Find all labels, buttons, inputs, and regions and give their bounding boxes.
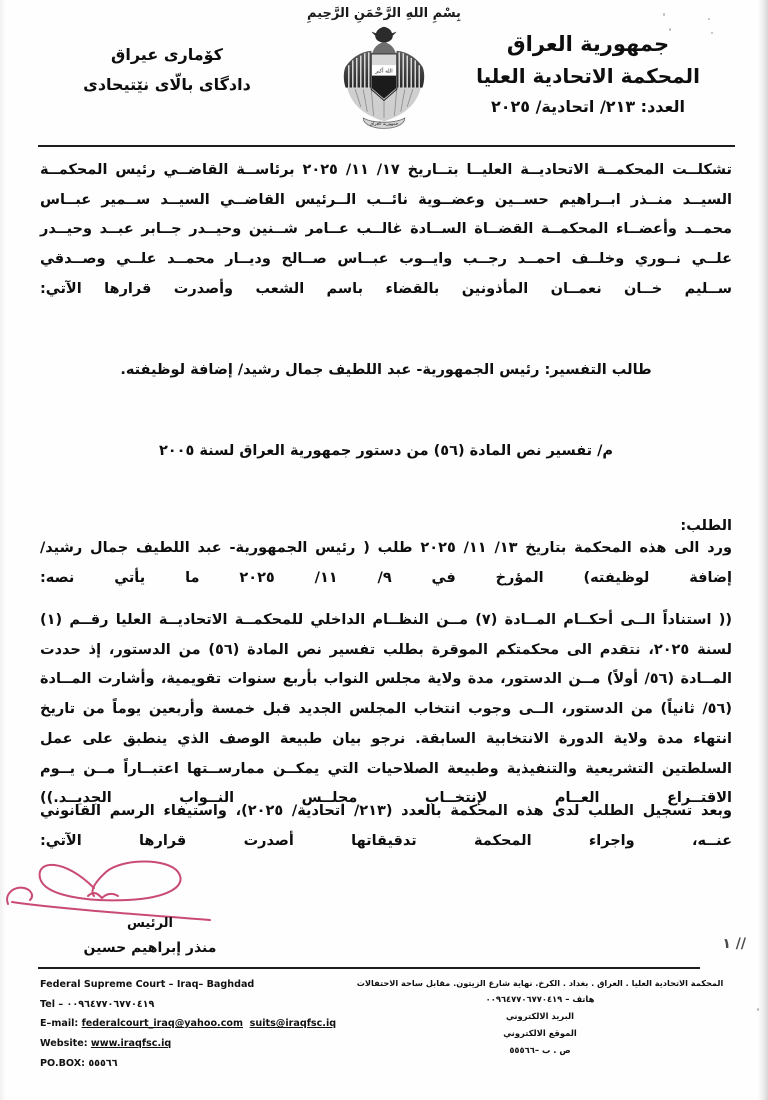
subject-block — [40, 437, 732, 467]
footer-tel-label: Tel – — [40, 998, 67, 1010]
footer-address-arabic: المحكمة الاتحادية العليا . العراق . بغداد . الكرخ. نهاية شارع الزيتون. مقابل ساحة الاحتفالات — [356, 978, 724, 988]
footer-divider-rule — [38, 967, 700, 969]
footer-email-link-2[interactable]: suits@iraqfsc.iq — [249, 1018, 337, 1030]
footer-website-link[interactable]: www.iraqfsc.iq — [90, 1037, 172, 1049]
header-court-kurdish: دادگای بالّای نێتیحادی — [83, 75, 251, 95]
footer-email-row — [40, 1014, 370, 1034]
footer-pobox-row — [40, 1054, 370, 1074]
signature-area — [0, 852, 330, 962]
subject-line: م/ تفسير نص المادة (٥٦) من دستور جمهورية العراق لسنة ٢٠٠٥ — [158, 443, 614, 459]
signature-name-block — [0, 912, 300, 962]
footer-arabic-block — [340, 975, 740, 1059]
footer-email-label: E–mail: — [40, 1018, 82, 1030]
footer-website-label: Website: — [40, 1037, 91, 1049]
page-number-mark: // ١ — [722, 936, 746, 952]
svg-text:الله أكبر: الله أكبر — [375, 68, 393, 75]
request-block — [40, 518, 732, 593]
quoted-request-paragraph: (( استناداً الــى أحكــام المــادة (٧) مــن النظــام الداخلي للمحكمــة الاتحاديــة العليا رقــم (١) لسنة ٢٠٢٥، نتقدم الى محكمتكم الموقرة بطلب تفسير نص المادة (٥٦) من الدستور، إذ حددت المــادة (٥٦/ أولاً) مــن الدستور، مدة ولاية مجلس النواب بأربع سنوات تقويمية، وأشارت المــادة (٥٦/ ثانياً) من الدستور، الــى وجوب انتخاب المجلس الجديد قبل خمسة وأربعين يوماً من تاريخ انتهاء مدة ولاية الدورة الانتخابية السابقة. نرجو بيان طبيعة الوصف الذي ينطبق على عمل السلطتين التشريعية والتنفيذية وطبيعة الصلاحيات التي يمكــن ممارســتها اعتبــاراً مــن يــوم الاقتــراع العــام لإنتخــاب مجلــس النــواب الجديــد.)) — [40, 612, 732, 807]
footer-pobox-value: ٥٥٥٦٦ — [88, 1057, 118, 1069]
footer-pobox-arabic: ص . ب –٥٥٥٦٦ — [509, 1044, 571, 1055]
scan-speck — [757, 1008, 759, 1011]
requester-block — [40, 356, 732, 386]
header-country-kurdish: كۆماری عیراق — [111, 45, 223, 64]
panel-composition-paragraph-block — [40, 156, 732, 305]
footer-website-row — [40, 1034, 370, 1054]
footer-email-label-arabic: البريد الالكتروني — [505, 1011, 575, 1022]
iraq-eagle-of-saladin-emblem — [336, 22, 432, 134]
header-country-arabic: جمهورية العراق — [506, 32, 670, 56]
footer-tel-value: ٠٠٩٦٤٧٧٠٦٧٧٠٤١٩ — [66, 998, 155, 1010]
registration-paragraph: وبعد تسجيل الطلب لدى هذه المحكمة بالعدد (٢١٣/ اتحادية/ ٢٠٢٥)، واستيفاء الرسم القانوني عنــه، واجراء المحكمة تدقيقاتها أصدرت قرارها الآتي: — [40, 803, 732, 849]
header-divider-rule — [38, 145, 735, 147]
basmala-text: بِسْمِ اللهِ الرَّحْمَنِ الرَّحِيمِ — [307, 6, 461, 21]
footer-tel-arabic: هاتف – ٠٠٩٦٤٧٧٠٦٧٧٠٤١٩ — [485, 994, 595, 1005]
header-court-arabic: المحكمة الاتحادية العليا — [476, 63, 700, 88]
signature-name: منذر إبراهيم حسين — [83, 940, 217, 957]
header-number-line: العدد: ٢١٣/ اتحادية/ ٢٠٢٥ — [490, 96, 686, 116]
header-kurdish-block — [52, 40, 282, 101]
registration-block — [40, 797, 732, 856]
request-paragraph: ورد الى هذه المحكمة بتاريخ ١٣/ ١١/ ٢٠٢٥ طلب ( رئيس الجمهورية- عبد اللطيف جمال رشيد/ إضافة لوظيفته) المؤرخ في ٩/ ١١/ ٢٠٢٥ ما يأتي نصه: — [40, 540, 732, 586]
page-edge-shadow-right — [758, 0, 768, 1100]
footer-email-link-1[interactable]: federalcourt_iraq@yahoo.com — [81, 1018, 243, 1030]
header-arabic-block — [438, 28, 738, 119]
svg-text:جمهورية العراق: جمهورية العراق — [369, 122, 399, 128]
footer-pobox-label: PO.BOX: — [40, 1057, 89, 1069]
footer-tel-row — [40, 995, 370, 1015]
quoted-request-block — [40, 606, 732, 814]
signature-title: الرئيس — [127, 916, 173, 931]
panel-composition-paragraph: تشكلــت المحكمــة الاتحاديــة العليــا بتــاريخ ١٧/ ١١/ ٢٠٢٥ برئاســة القاضــي رئيس المحكمــة السيــد منــذر ابــراهيم حســين وعضــوية نائــب الــرئيس القاضــي السيــد ســمير عبــاس محمــد وأعضــاء المحكمــة القضــاة الســادة غالــب عــامر شــنين وحيــدر جــابر عبــد وحيــدر علــي نــوري وخلــف احمــد رجــب وايــوب عبــاس صــالح وديــار محمــد علــي وصــدقي ســليم خــان نعمــان المأذونين بالقضاء باسم الشعب وأصدرت قرارها الآتي: — [40, 162, 732, 297]
footer-org-name: Federal Supreme Court – Iraq– Baghdad — [40, 979, 255, 990]
requester-line: طالب التفسير: رئيس الجمهورية- عبد اللطيف جمال رشيد/ إضافة لوظيفته. — [120, 362, 652, 378]
footer-website-label-arabic: الموقع الالكتروني — [503, 1028, 577, 1039]
footer-english-block — [40, 975, 370, 1073]
request-label: الطلب: — [680, 518, 732, 534]
